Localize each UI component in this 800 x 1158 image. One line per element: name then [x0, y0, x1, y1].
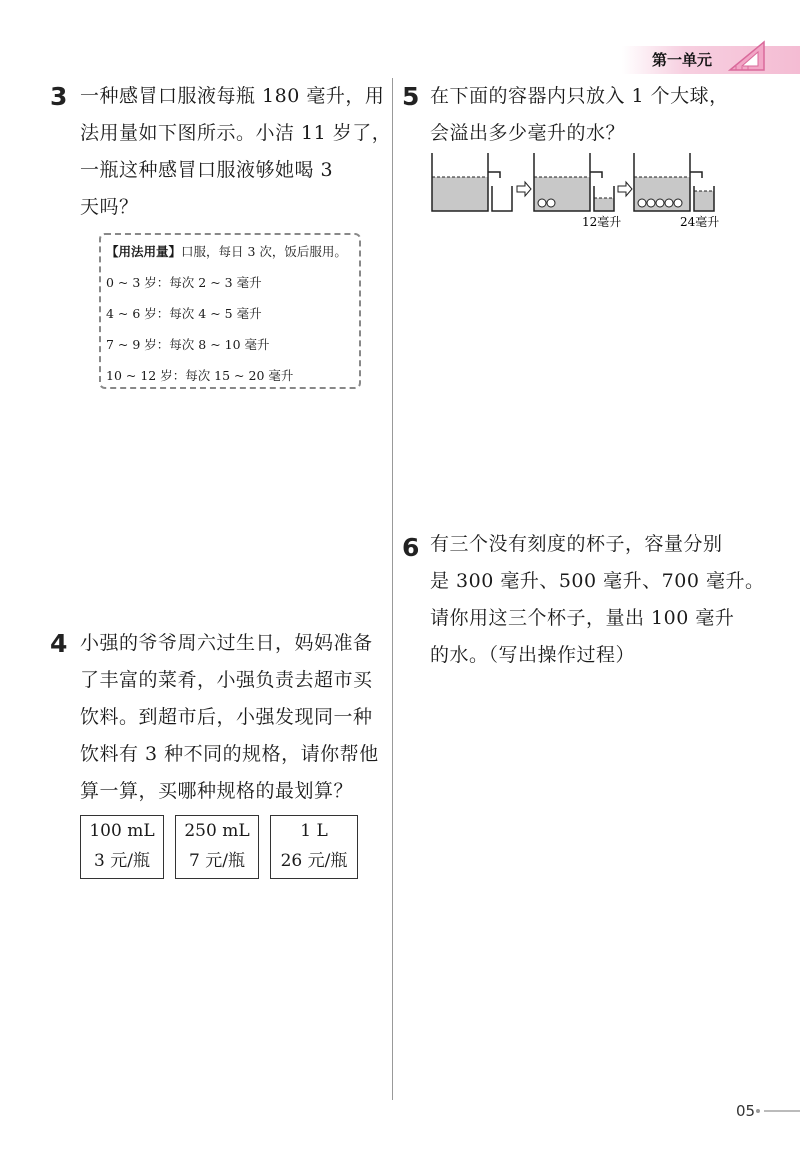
question-4-line: 饮料有 3 种不同的规格，请你帮他 [80, 743, 379, 765]
spec-box-large [270, 815, 358, 879]
spec-volume: 250 mL [184, 821, 250, 841]
question-3-line: 一种感冒口服液每瓶 180 毫升，用 [80, 85, 385, 107]
question-3-text [80, 78, 391, 226]
spec-price: 3 元/瓶 [94, 851, 150, 871]
dosage-header-label: 【用法用量】 [106, 244, 182, 259]
arrow-right-icon [517, 182, 531, 196]
arrow-right-icon [618, 182, 632, 196]
spec-box-small [80, 815, 164, 879]
question-5-text [430, 78, 729, 152]
spec-price: 26 元/瓶 [280, 851, 348, 871]
question-6-line: 的水。（写出操作过程） [430, 644, 636, 666]
spec-volume: 100 mL [89, 821, 155, 841]
question-6-line: 是 300 毫升、500 毫升、700 毫升。 [430, 570, 765, 592]
spec-price: 7 元/瓶 [189, 851, 245, 871]
dosage-row: 10 ~ 12 岁：每次 15 ~ 20 毫升 [106, 368, 294, 383]
question-6-line: 有三个没有刻度的杯子，容量分别 [430, 533, 723, 555]
triangle-ruler-icon [728, 40, 768, 72]
page-number-line [764, 1110, 800, 1112]
question-3-line: 一瓶这种感冒口服液够她喝 3 [80, 159, 334, 181]
question-4-number: 4 [50, 629, 68, 658]
unit-title: 第一单元 [652, 51, 713, 69]
question-4-line: 小强的爷爷周六过生日，妈妈准备 [80, 632, 373, 654]
dosage-row: 4 ~ 6 岁：每次 4 ~ 5 毫升 [106, 306, 262, 321]
container-two-balls [534, 153, 614, 211]
question-4-line: 饮料。到超市后，小强发现同一种 [80, 706, 373, 728]
question-5-number: 5 [402, 82, 420, 111]
spec-box-medium [175, 815, 259, 879]
question-3-line: 法用量如下图所示。小洁 11 岁了， [80, 122, 392, 144]
container-five-balls [634, 153, 714, 211]
spec-volume: 1 L [300, 821, 328, 841]
question-4-line: 了丰富的菜肴，小强负责去超市买 [80, 669, 373, 691]
dosage-header-text: 口服，每日 3 次，饭后服用。 [181, 244, 347, 259]
question-6-line: 请你用这三个杯子，量出 100 毫升 [430, 607, 735, 629]
page-number: 05 [736, 1102, 756, 1120]
column-divider [392, 78, 393, 1100]
overflow-container-figure [430, 150, 730, 230]
dosage-row: 0 ~ 3 岁：每次 2 ~ 3 毫升 [106, 275, 262, 290]
question-3-line: 天吗？ [80, 196, 139, 218]
question-5-line: 会溢出多少毫升的水？ [430, 122, 626, 144]
dosage-header [106, 241, 359, 272]
question-4-text [80, 625, 379, 810]
dosage-instructions-box [99, 233, 361, 389]
question-6-number: 6 [402, 533, 420, 562]
dosage-row: 7 ~ 9 岁：每次 8 ~ 10 毫升 [106, 337, 270, 352]
overflow-label-2: 24毫升 [680, 215, 720, 229]
container-empty [432, 153, 512, 211]
question-3-number: 3 [50, 82, 68, 111]
question-4-line: 算一算，买哪种规格的最划算？ [80, 780, 354, 802]
page-number-dot [756, 1109, 760, 1113]
overflow-label-1: 12毫升 [582, 215, 622, 229]
question-6-text [430, 526, 764, 674]
question-5-line: 在下面的容器内只放入 1 个大球， [430, 85, 729, 107]
